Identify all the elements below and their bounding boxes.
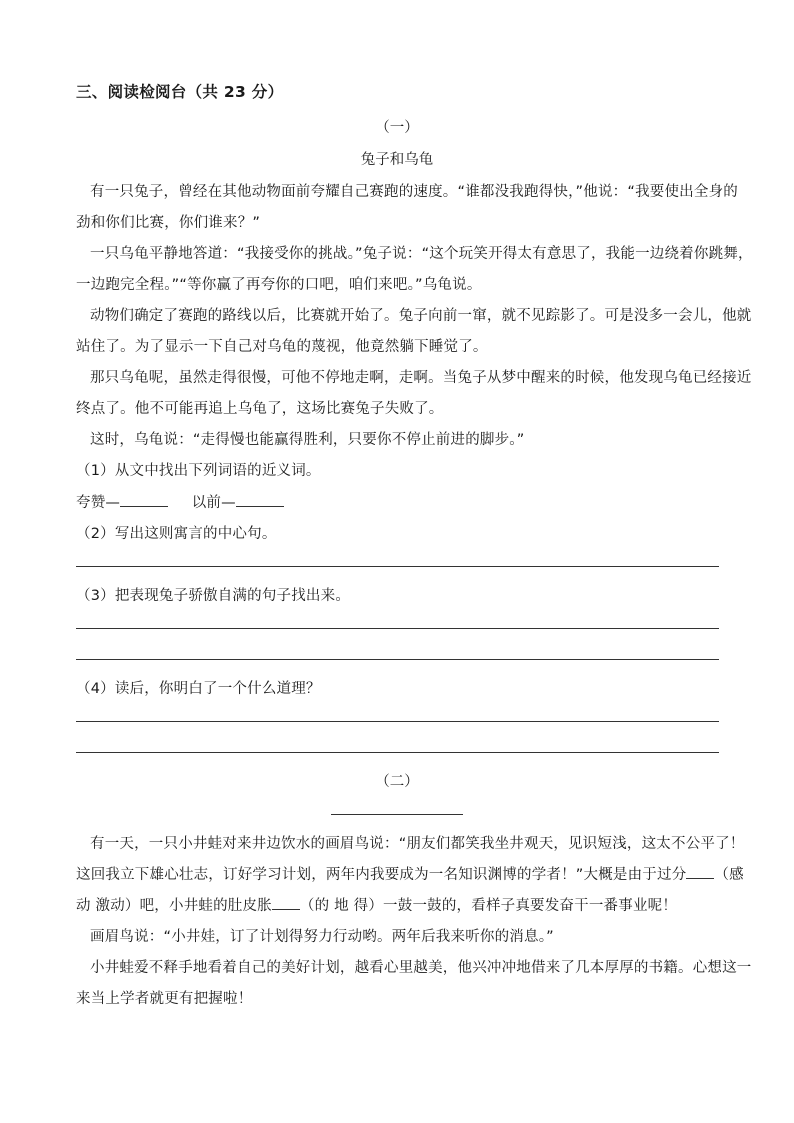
paragraph-line: 终点了。他不可能再追上乌龟了，这场比赛兔子失败了。 [76,401,444,417]
story-title-blank[interactable] [331,814,463,815]
paragraph-text: 动 激动）吧，小井蛙的肚皮胀 [76,898,272,914]
question-3: （3）把表现兔子骄傲自满的句子找出来。 [76,588,351,604]
part1-label: （一） [375,120,419,136]
part2-label: （二） [375,774,419,790]
answer-line[interactable] [76,566,719,567]
answer-blank[interactable] [120,492,168,507]
question-1-blanks [76,491,284,512]
answer-blank[interactable] [236,492,284,507]
paragraph-line: 那只乌龟呢，虽然走得很慢，可他不停地走啊，走啊。当兔子从梦中醒来的时候，他发现乌龟已经接近 [90,370,752,386]
question-4: （4）读后，你明白了一个什么道理？ [76,681,321,697]
answer-line[interactable] [76,628,719,629]
paragraph-line: 一边跑完全程。”“等你赢了再夸你的口吧，咱们来吧。”乌龟说。 [76,277,482,293]
paragraph-line: 画眉鸟说：“小井娃，订了计划得努力行动哟。两年后我来听你的消息。” [90,929,554,945]
section-title: 三、阅读检阅台（共 23 分） [76,83,284,101]
answer-line[interactable] [76,752,719,753]
story-title: 兔子和乌龟 [360,152,434,168]
paragraph-line [76,894,677,915]
paragraph-line: 站住了。为了显示一下自己对乌龟的蔑视，他竟然躺下睡觉了。 [76,339,488,355]
synonym-word-2: 以前— [191,495,236,511]
paragraph-line: 这时，乌龟说：“走得慢也能赢得胜利，只要你不停止前进的脚步。” [90,432,525,448]
answer-line[interactable] [76,659,719,660]
paragraph-text: （的 地 得）一鼓一鼓的，看样子真要发奋干一番事业呢！ [299,898,678,914]
fill-blank[interactable] [686,864,714,879]
paragraph-line: 小井蛙爱不释手地看着自己的美好计划，越看心里越美，他兴冲冲地借来了几本厚厚的书籍。心想这一 [90,960,752,976]
paragraph-line: 有一只兔子，曾经在其他动物面前夸耀自己赛跑的速度。“谁都没我跑得快，”他说：“我要使出全身的 [90,184,738,200]
paragraph-line: 来当上学者就更有把握啦！ [76,991,253,1007]
paragraph-line: 有一天，一只小井蛙对来井边饮水的画眉鸟说：“朋友们都笑我坐井观天，见识短浅，这太不公平了！ [90,836,745,852]
paragraph-line [76,863,744,884]
paragraph-text: （感 [714,867,744,883]
paragraph-line: 一只乌龟平静地答道：“我接受你的挑战。”兔子说：“这个玩笑开得太有意思了，我能一边绕着你跳舞， [90,246,753,262]
question-1: （1）从文中找出下列词语的近义词。 [76,463,321,479]
fill-blank[interactable] [272,895,300,910]
question-2: （2）写出这则寓言的中心句。 [76,526,277,542]
paragraph-text: 这回我立下雄心壮志，订好学习计划，两年内我要成为一名知识渊博的学者！”大概是由于过分 [76,867,687,883]
synonym-word-1: 夸赞— [76,495,121,511]
paragraph-line: 劲和你们比赛，你们谁来？” [76,215,261,231]
answer-line[interactable] [76,721,719,722]
paragraph-line: 动物们确定了赛跑的路线以后，比赛就开始了。兔子向前一窜，就不见踪影了。可是没多一会儿，他就 [90,308,752,324]
